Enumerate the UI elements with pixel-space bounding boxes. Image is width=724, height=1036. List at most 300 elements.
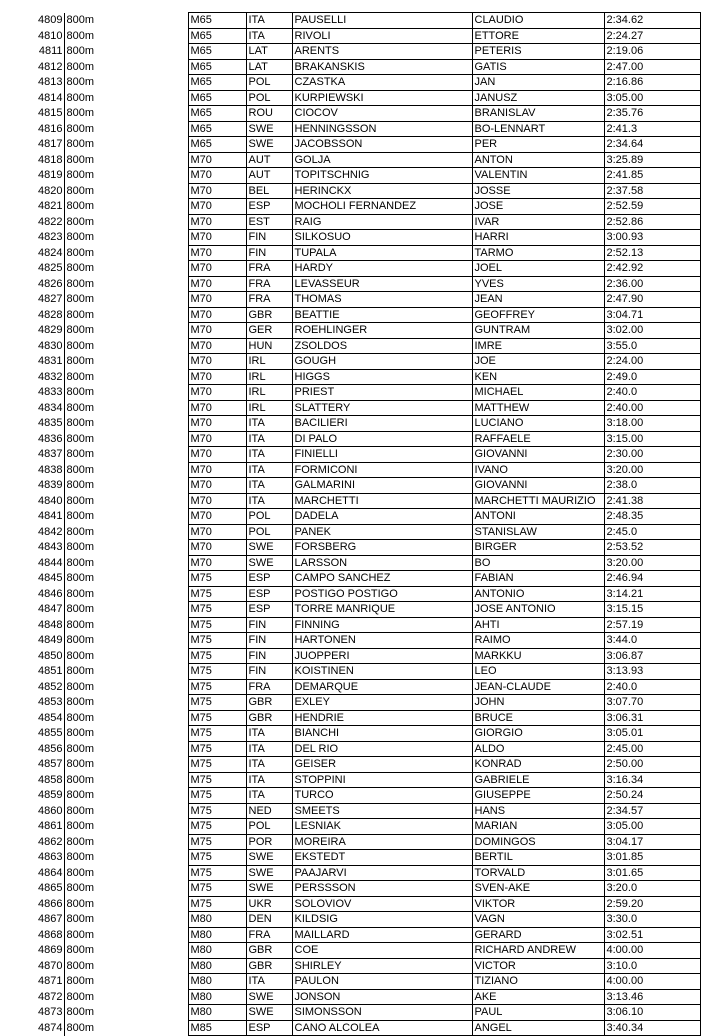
age-category-cell: M70 xyxy=(188,509,246,525)
first-name-cell: JAN xyxy=(472,75,604,91)
row-number-cell: 4828 xyxy=(38,308,63,321)
row-number-cell: 4872 xyxy=(38,990,63,1003)
row-number-cell: 4839 xyxy=(38,479,63,491)
first-name-cell: BRANISLAV xyxy=(472,106,604,122)
country-cell: AUT xyxy=(246,152,292,168)
table-row xyxy=(22,44,700,60)
event-cell: 800m xyxy=(64,912,188,928)
row-number-cell: 4848 xyxy=(38,618,63,631)
result-time-cell: 3:18.00 xyxy=(604,416,700,432)
last-name-cell: STOPPINI xyxy=(292,772,472,788)
table-row xyxy=(22,13,700,29)
first-name-cell: LEO xyxy=(472,664,604,680)
last-name-cell: KILDSIG xyxy=(292,912,472,928)
table-row xyxy=(22,850,700,866)
event-cell: 800m xyxy=(64,509,188,525)
first-name-cell: MARKKU xyxy=(472,648,604,664)
row-number-cell: 4816 xyxy=(38,122,63,135)
age-category-cell: M70 xyxy=(188,369,246,385)
row-number-cell: 4847 xyxy=(38,603,63,615)
result-time-cell: 3:14.21 xyxy=(604,586,700,602)
result-time-cell: 3:44.0 xyxy=(604,633,700,649)
last-name-cell: CAMPO SANCHEZ xyxy=(292,571,472,587)
table-row xyxy=(22,137,700,153)
event-cell: 800m xyxy=(64,292,188,308)
age-category-cell: M70 xyxy=(188,385,246,401)
table-row xyxy=(22,617,700,633)
age-category-cell: M75 xyxy=(188,881,246,897)
last-name-cell: LESNIAK xyxy=(292,819,472,835)
first-name-cell: GIOVANNI xyxy=(472,478,604,494)
table-row xyxy=(22,664,700,680)
event-cell: 800m xyxy=(64,106,188,122)
result-time-cell: 2:52.13 xyxy=(604,245,700,261)
country-cell: SWE xyxy=(246,137,292,153)
country-cell: ITA xyxy=(246,13,292,29)
event-cell: 800m xyxy=(64,199,188,215)
country-cell: POL xyxy=(246,75,292,91)
first-name-cell: STANISLAW xyxy=(472,524,604,540)
first-name-cell: RAFFAELE xyxy=(472,431,604,447)
age-category-cell: M75 xyxy=(188,772,246,788)
event-cell: 800m xyxy=(64,230,188,246)
event-cell: 800m xyxy=(64,214,188,230)
country-cell: DEN xyxy=(246,912,292,928)
last-name-cell: COE xyxy=(292,943,472,959)
first-name-cell: TIZIANO xyxy=(472,974,604,990)
first-name-cell: PETERIS xyxy=(472,44,604,60)
age-category-cell: M70 xyxy=(188,152,246,168)
last-name-cell: KURPIEWSKI xyxy=(292,90,472,106)
event-cell: 800m xyxy=(64,431,188,447)
last-name-cell: CIOCOV xyxy=(292,106,472,122)
country-cell: BEL xyxy=(246,183,292,199)
table-row xyxy=(22,292,700,308)
country-cell: ITA xyxy=(246,788,292,804)
table-row xyxy=(22,152,700,168)
country-cell: LAT xyxy=(246,59,292,75)
row-number-cell: 4865 xyxy=(38,882,63,894)
event-cell: 800m xyxy=(64,90,188,106)
last-name-cell: TORRE MANRIQUE xyxy=(292,602,472,618)
table-row xyxy=(22,571,700,587)
result-time-cell: 2:52.59 xyxy=(604,199,700,215)
event-cell: 800m xyxy=(64,168,188,184)
country-cell: ITA xyxy=(246,741,292,757)
first-name-cell: JOEL xyxy=(472,261,604,277)
country-cell: LAT xyxy=(246,44,292,60)
last-name-cell: GEISER xyxy=(292,757,472,773)
country-cell: FRA xyxy=(246,927,292,943)
first-name-cell: VIKTOR xyxy=(472,896,604,912)
table-row xyxy=(22,586,700,602)
result-time-cell: 2:50.24 xyxy=(604,788,700,804)
age-category-cell: M65 xyxy=(188,137,246,153)
result-time-cell: 3:05.01 xyxy=(604,726,700,742)
age-category-cell: M70 xyxy=(188,524,246,540)
first-name-cell: FABIAN xyxy=(472,571,604,587)
result-time-cell: 2:52.86 xyxy=(604,214,700,230)
result-time-cell: 3:40.34 xyxy=(604,1020,700,1036)
row-number-cell: 4836 xyxy=(38,432,63,445)
age-category-cell: M70 xyxy=(188,540,246,556)
table-row xyxy=(22,943,700,959)
table-row xyxy=(22,214,700,230)
result-time-cell: 2:36.00 xyxy=(604,276,700,292)
event-cell: 800m xyxy=(64,13,188,29)
result-time-cell: 2:41.38 xyxy=(604,493,700,509)
result-time-cell: 3:20.0 xyxy=(604,881,700,897)
age-category-cell: M70 xyxy=(188,276,246,292)
event-cell: 800m xyxy=(64,540,188,556)
event-cell: 800m xyxy=(64,1005,188,1021)
result-time-cell: 2:34.57 xyxy=(604,803,700,819)
table-row xyxy=(22,261,700,277)
result-time-cell: 2:30.00 xyxy=(604,447,700,463)
event-cell: 800m xyxy=(64,416,188,432)
age-category-cell: M75 xyxy=(188,664,246,680)
event-cell: 800m xyxy=(64,323,188,339)
table-row xyxy=(22,400,700,416)
country-cell: FIN xyxy=(246,633,292,649)
result-time-cell: 2:50.00 xyxy=(604,757,700,773)
table-row xyxy=(22,989,700,1005)
last-name-cell: PANEK xyxy=(292,524,472,540)
first-name-cell: GIOVANNI xyxy=(472,447,604,463)
first-name-cell: BO xyxy=(472,555,604,571)
table-row xyxy=(22,819,700,835)
result-time-cell: 2:24.27 xyxy=(604,28,700,44)
age-category-cell: M75 xyxy=(188,788,246,804)
event-cell: 800m xyxy=(64,75,188,91)
last-name-cell: MAILLARD xyxy=(292,927,472,943)
first-name-cell: JOSE xyxy=(472,199,604,215)
table-row xyxy=(22,90,700,106)
age-category-cell: M75 xyxy=(188,850,246,866)
last-name-cell: EKSTEDT xyxy=(292,850,472,866)
last-name-cell: TURCO xyxy=(292,788,472,804)
row-number-cell: 4833 xyxy=(38,386,63,398)
age-category-cell: M80 xyxy=(188,1005,246,1021)
country-cell: SWE xyxy=(246,850,292,866)
first-name-cell: GABRIELE xyxy=(472,772,604,788)
first-name-cell: BRUCE xyxy=(472,710,604,726)
event-cell: 800m xyxy=(64,803,188,819)
last-name-cell: HARDY xyxy=(292,261,472,277)
country-cell: POL xyxy=(246,819,292,835)
age-category-cell: M80 xyxy=(188,912,246,928)
event-cell: 800m xyxy=(64,974,188,990)
results-table xyxy=(22,12,701,1036)
first-name-cell: PER xyxy=(472,137,604,153)
result-time-cell: 2:40.00 xyxy=(604,400,700,416)
event-cell: 800m xyxy=(64,602,188,618)
last-name-cell: RAIG xyxy=(292,214,472,230)
country-cell: IRL xyxy=(246,354,292,370)
country-cell: ESP xyxy=(246,602,292,618)
table-row xyxy=(22,183,700,199)
last-name-cell: PRIEST xyxy=(292,385,472,401)
age-category-cell: M70 xyxy=(188,447,246,463)
row-number-cell: 4809 xyxy=(38,14,63,26)
result-time-cell: 3:15.15 xyxy=(604,602,700,618)
row-number-cell: 4862 xyxy=(38,835,63,848)
row-number-cell: 4829 xyxy=(38,324,63,336)
last-name-cell: BRAKANSKIS xyxy=(292,59,472,75)
age-category-cell: M75 xyxy=(188,586,246,602)
event-cell: 800m xyxy=(64,493,188,509)
result-time-cell: 3:02.51 xyxy=(604,927,700,943)
table-row xyxy=(22,416,700,432)
event-cell: 800m xyxy=(64,943,188,959)
result-time-cell: 3:13.93 xyxy=(604,664,700,680)
age-category-cell: M75 xyxy=(188,741,246,757)
last-name-cell: MOREIRA xyxy=(292,834,472,850)
country-cell: SWE xyxy=(246,555,292,571)
first-name-cell: IVAR xyxy=(472,214,604,230)
result-time-cell: 2:48.35 xyxy=(604,509,700,525)
age-category-cell: M75 xyxy=(188,896,246,912)
table-row xyxy=(22,679,700,695)
country-cell: EST xyxy=(246,214,292,230)
last-name-cell: HIGGS xyxy=(292,369,472,385)
first-name-cell: VICTOR xyxy=(472,958,604,974)
row-number-cell: 4821 xyxy=(38,200,63,212)
age-category-cell: M75 xyxy=(188,819,246,835)
first-name-cell: GEOFFREY xyxy=(472,307,604,323)
age-category-cell: M75 xyxy=(188,710,246,726)
row-number-cell: 4869 xyxy=(38,944,63,956)
table-row xyxy=(22,524,700,540)
event-cell: 800m xyxy=(64,617,188,633)
result-time-cell: 2:34.62 xyxy=(604,13,700,29)
country-cell: FRA xyxy=(246,292,292,308)
age-category-cell: M65 xyxy=(188,121,246,137)
row-number-cell: 4871 xyxy=(38,975,63,987)
table-row xyxy=(22,59,700,75)
event-cell: 800m xyxy=(64,369,188,385)
result-time-cell: 2:45.0 xyxy=(604,524,700,540)
last-name-cell: CZASTKA xyxy=(292,75,472,91)
last-name-cell: HENDRIE xyxy=(292,710,472,726)
table-row xyxy=(22,230,700,246)
country-cell: ITA xyxy=(246,772,292,788)
age-category-cell: M70 xyxy=(188,261,246,277)
row-number-cell: 4819 xyxy=(38,169,63,181)
event-cell: 800m xyxy=(64,571,188,587)
country-cell: SWE xyxy=(246,865,292,881)
last-name-cell: GALMARINI xyxy=(292,478,472,494)
first-name-cell: MARCHETTI MAURIZIO xyxy=(472,493,604,509)
first-name-cell: JOE xyxy=(472,354,604,370)
row-number-cell: 4837 xyxy=(38,448,63,460)
row-number-cell: 4845 xyxy=(38,572,63,584)
last-name-cell: PAULON xyxy=(292,974,472,990)
row-number-cell: 4810 xyxy=(38,29,63,42)
first-name-cell: VALENTIN xyxy=(472,168,604,184)
age-category-cell: M80 xyxy=(188,927,246,943)
last-name-cell: JACOBSSON xyxy=(292,137,472,153)
first-name-cell: RICHARD ANDREW xyxy=(472,943,604,959)
result-time-cell: 4:00.00 xyxy=(604,974,700,990)
table-row xyxy=(22,958,700,974)
first-name-cell: AKE xyxy=(472,989,604,1005)
table-row xyxy=(22,28,700,44)
age-category-cell: M70 xyxy=(188,199,246,215)
age-category-cell: M70 xyxy=(188,478,246,494)
last-name-cell: FINIELLI xyxy=(292,447,472,463)
event-cell: 800m xyxy=(64,664,188,680)
row-number-cell: 4864 xyxy=(38,866,63,879)
age-category-cell: M70 xyxy=(188,214,246,230)
row-number-cell: 4873 xyxy=(38,1006,63,1018)
first-name-cell: RAIMO xyxy=(472,633,604,649)
result-time-cell: 3:20.00 xyxy=(604,555,700,571)
country-cell: ITA xyxy=(246,757,292,773)
row-number-cell: 4831 xyxy=(38,355,63,367)
first-name-cell: MARIAN xyxy=(472,819,604,835)
country-cell: IRL xyxy=(246,369,292,385)
row-number-cell: 4854 xyxy=(38,711,63,724)
row-number-cell: 4867 xyxy=(38,913,63,925)
event-cell: 800m xyxy=(64,524,188,540)
first-name-cell: ANTON xyxy=(472,152,604,168)
last-name-cell: ARENTS xyxy=(292,44,472,60)
age-category-cell: M70 xyxy=(188,354,246,370)
last-name-cell: THOMAS xyxy=(292,292,472,308)
first-name-cell: TORVALD xyxy=(472,865,604,881)
first-name-cell: GIORGIO xyxy=(472,726,604,742)
row-number-cell: 4870 xyxy=(38,959,63,972)
first-name-cell: BIRGER xyxy=(472,540,604,556)
age-category-cell: M70 xyxy=(188,230,246,246)
age-category-cell: M70 xyxy=(188,307,246,323)
event-cell: 800m xyxy=(64,726,188,742)
age-category-cell: M80 xyxy=(188,943,246,959)
first-name-cell: BERTIL xyxy=(472,850,604,866)
first-name-cell: YVES xyxy=(472,276,604,292)
age-category-cell: M75 xyxy=(188,803,246,819)
result-time-cell: 3:04.17 xyxy=(604,834,700,850)
result-time-cell: 2:35.76 xyxy=(604,106,700,122)
first-name-cell: JOSE ANTONIO xyxy=(472,602,604,618)
last-name-cell: TOPITSCHNIG xyxy=(292,168,472,184)
last-name-cell: DI PALO xyxy=(292,431,472,447)
first-name-cell: IMRE xyxy=(472,338,604,354)
country-cell: POL xyxy=(246,90,292,106)
age-category-cell: M80 xyxy=(188,989,246,1005)
table-row xyxy=(22,245,700,261)
row-number-cell: 4853 xyxy=(38,696,63,708)
country-cell: SWE xyxy=(246,540,292,556)
country-cell: NED xyxy=(246,803,292,819)
first-name-cell: JOHN xyxy=(472,695,604,711)
table-row xyxy=(22,834,700,850)
result-time-cell: 3:06.10 xyxy=(604,1005,700,1021)
first-name-cell: JOSSE xyxy=(472,183,604,199)
event-cell: 800m xyxy=(64,183,188,199)
table-row xyxy=(22,447,700,463)
result-time-cell: 2:40.0 xyxy=(604,679,700,695)
result-time-cell: 3:01.65 xyxy=(604,865,700,881)
country-cell: ESP xyxy=(246,586,292,602)
event-cell: 800m xyxy=(64,44,188,60)
first-name-cell: GIUSEPPE xyxy=(472,788,604,804)
country-cell: ITA xyxy=(246,493,292,509)
country-cell: GBR xyxy=(246,943,292,959)
country-cell: GBR xyxy=(246,307,292,323)
result-time-cell: 3:05.00 xyxy=(604,819,700,835)
row-number-cell: 4851 xyxy=(38,665,63,677)
event-cell: 800m xyxy=(64,881,188,897)
last-name-cell: TUPALA xyxy=(292,245,472,261)
result-time-cell: 2:40.0 xyxy=(604,385,700,401)
last-name-cell: MARCHETTI xyxy=(292,493,472,509)
age-category-cell: M75 xyxy=(188,865,246,881)
first-name-cell: ANTONI xyxy=(472,509,604,525)
event-cell: 800m xyxy=(64,695,188,711)
first-name-cell: HARRI xyxy=(472,230,604,246)
country-cell: FRA xyxy=(246,261,292,277)
event-cell: 800m xyxy=(64,261,188,277)
age-category-cell: M65 xyxy=(188,44,246,60)
first-name-cell: IVANO xyxy=(472,462,604,478)
table-row xyxy=(22,1005,700,1021)
age-category-cell: M70 xyxy=(188,555,246,571)
event-cell: 800m xyxy=(64,338,188,354)
country-cell: FRA xyxy=(246,276,292,292)
country-cell: HUN xyxy=(246,338,292,354)
row-number-cell: 4841 xyxy=(38,510,63,522)
row-number-cell: 4832 xyxy=(38,370,63,383)
result-time-cell: 3:07.70 xyxy=(604,695,700,711)
country-cell: ITA xyxy=(246,462,292,478)
table-row xyxy=(22,431,700,447)
age-category-cell: M75 xyxy=(188,679,246,695)
country-cell: FIN xyxy=(246,648,292,664)
last-name-cell: KOISTINEN xyxy=(292,664,472,680)
age-category-cell: M70 xyxy=(188,245,246,261)
result-time-cell: 2:53.52 xyxy=(604,540,700,556)
country-cell: ESP xyxy=(246,199,292,215)
row-number-cell: 4858 xyxy=(38,773,63,786)
result-time-cell: 3:30.0 xyxy=(604,912,700,928)
age-category-cell: M70 xyxy=(188,338,246,354)
row-number-cell: 4827 xyxy=(38,293,63,305)
country-cell: FRA xyxy=(246,679,292,695)
row-number-cell: 4866 xyxy=(38,897,63,910)
age-category-cell: M80 xyxy=(188,974,246,990)
result-time-cell: 3:01.85 xyxy=(604,850,700,866)
result-time-cell: 2:41.3 xyxy=(604,121,700,137)
age-category-cell: M65 xyxy=(188,13,246,29)
last-name-cell: BACILIERI xyxy=(292,416,472,432)
result-time-cell: 2:57.19 xyxy=(604,617,700,633)
country-cell: ITA xyxy=(246,478,292,494)
result-time-cell: 2:24.00 xyxy=(604,354,700,370)
age-category-cell: M70 xyxy=(188,493,246,509)
result-time-cell: 3:00.93 xyxy=(604,230,700,246)
result-time-cell: 3:06.87 xyxy=(604,648,700,664)
table-row xyxy=(22,927,700,943)
row-number-cell: 4815 xyxy=(38,107,63,119)
row-number-cell: 4818 xyxy=(38,153,63,166)
last-name-cell: SLATTERY xyxy=(292,400,472,416)
result-time-cell: 3:20.00 xyxy=(604,462,700,478)
last-name-cell: FINNING xyxy=(292,617,472,633)
event-cell: 800m xyxy=(64,462,188,478)
result-time-cell: 2:38.0 xyxy=(604,478,700,494)
